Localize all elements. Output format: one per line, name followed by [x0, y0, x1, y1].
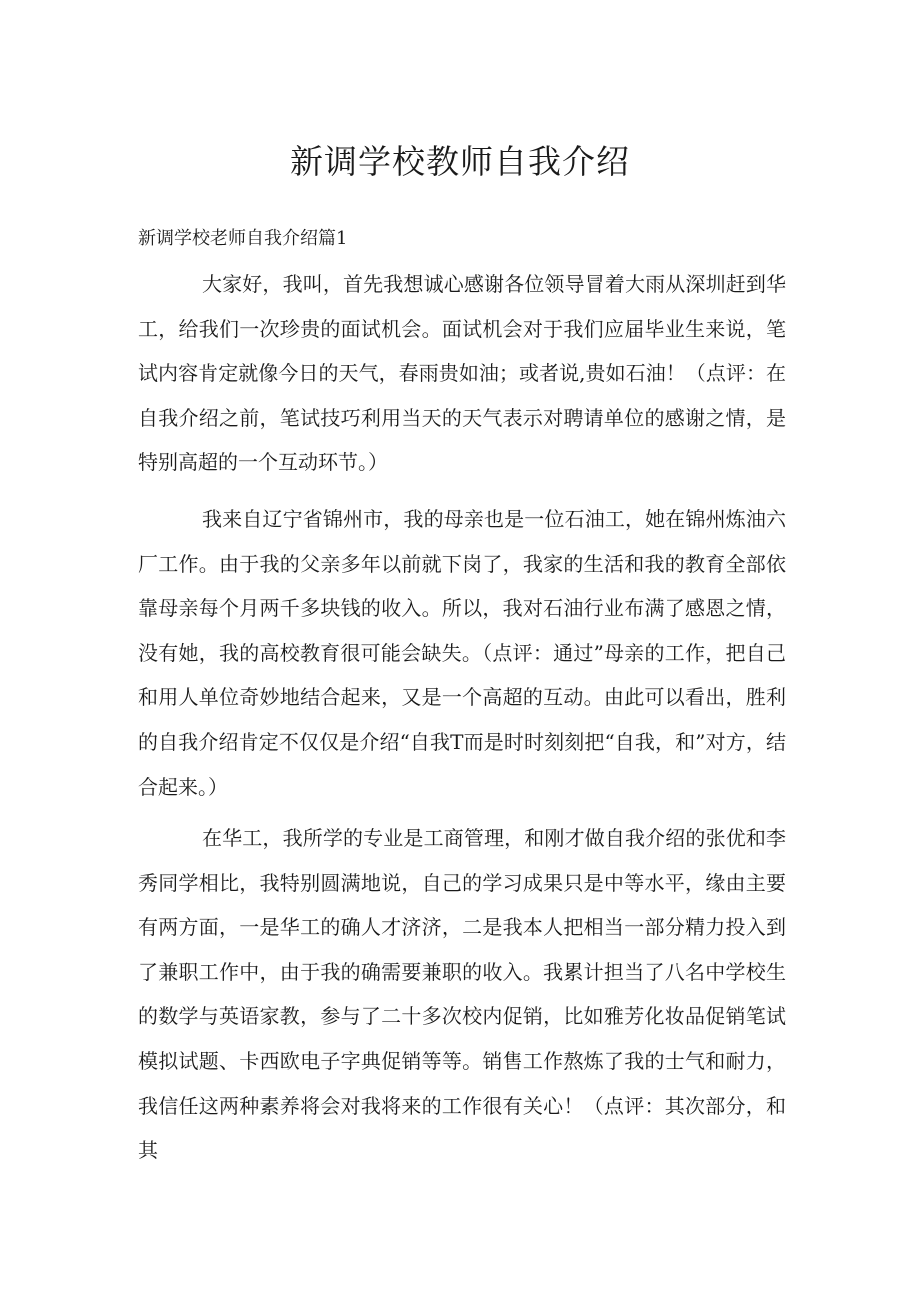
section-heading: 新调学校老师自我介绍篇1	[138, 228, 348, 249]
paragraph: 在华工，我所学的专业是工商管理，和刚才做自我介绍的张优和李秀同学相比，我特别圆满地说，自己的学习成果只是中等水平，缘由主要有两方面，一是华工的确人才济济，二是我本人把相当一部分精力投入到了兼职工作中，由于我的确需要兼职的收入。我累计担当了八名中学校生的数学与英语家教，参与了二十多次校内促销，比如雅芳化妆品促销笔试模拟试题、卡西欧电子字典促销等等。销售工作熬炼了我的士气和耐力，我信任这两种素养将会对我将来的工作很有关心！（点评：其次部分，和其	[138, 826, 786, 1163]
document-title: 新调学校教师自我介绍	[290, 142, 630, 181]
paragraph: 我来自辽宁省锦州市，我的母亲也是一位石油工，她在锦州炼油六厂工作。由于我的父亲多年以前就下岗了，我家的生活和我的教育全部依靠母亲每个月两千多块钱的收入。所以，我对石油行业布满了感恩之情，没有她，我的高校教育很可能会缺失。（点评：通过”母亲的工作，把自己和用人单位奇妙地结合起来，又是一个高超的互动。由此可以看出，胜利的自我介绍肯定不仅仅是介绍“自我T而是时时刻刻把“自我，和”对方，结合起来。）	[138, 507, 786, 799]
paragraph: 大家好，我叫，首先我想诚心感谢各位领导冒着大雨从深圳赶到华工，给我们一次珍贵的面试机会。面试机会对于我们应届毕业生来说，笔试内容肯定就像今日的天气，春雨贵如油；或者说,贵如石油！（点评：在自我介绍之前，笔试技巧利用当天的天气表示对聘请单位的感谢之情，是特别高超的一个互动环节。）	[138, 272, 786, 475]
